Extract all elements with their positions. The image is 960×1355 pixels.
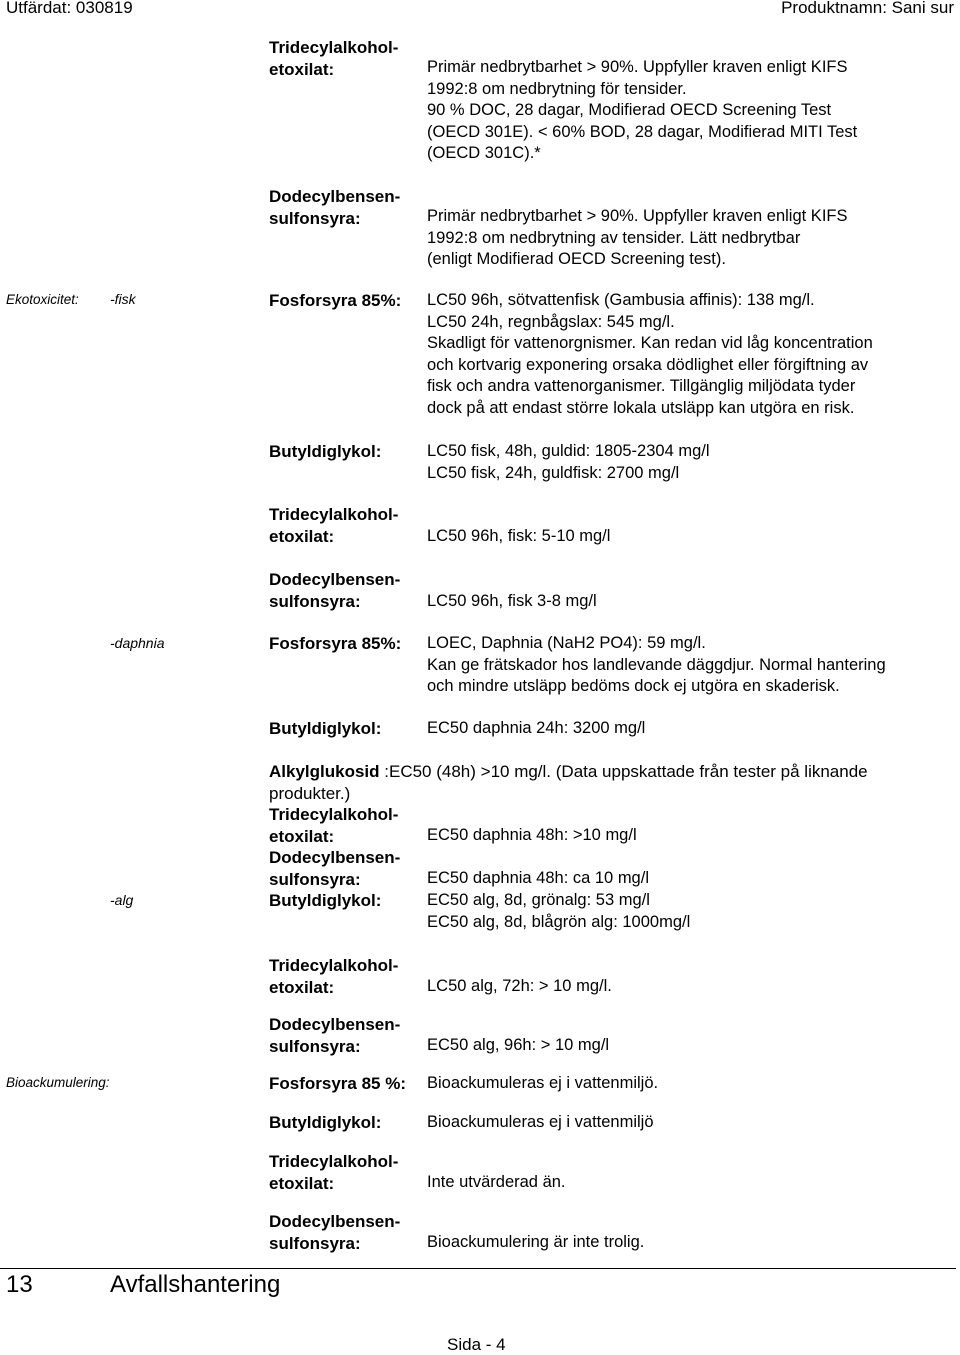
- substance-label: Butyldiglykol:: [269, 891, 382, 910]
- substance-label: Dodecylbensen- sulfonsyra:: [269, 570, 401, 611]
- page-number: Sida - 4: [447, 1335, 506, 1354]
- product-name: Produktnamn: Sani sur: [781, 0, 954, 17]
- substance-value: EC50 daphnia 48h: ca 10 mg/l: [427, 869, 649, 887]
- substance-value: LC50 alg, 72h: > 10 mg/l.: [427, 977, 612, 995]
- substance-label: Butyldiglykol:: [269, 442, 382, 461]
- substance-label: Dodecylbensen- sulfonsyra:: [269, 187, 401, 228]
- substance-value: EC50 alg, 96h: > 10 mg/l: [427, 1036, 610, 1054]
- substance-value: Primär nedbrytbarhet > 90%. Uppfyller kraven enligt KIFS 1992:8 om nedbrytning för tensider. 90 % DOC, 28 dagar, Modifierad OECD Screening Test (OECD 301E). < 60% BOD, 28 dagar, Modifierad MITI Test (OECD 301C).*: [427, 58, 858, 162]
- issued-date: Utfärdat: 030819: [6, 0, 133, 17]
- substance-label: Fosforsyra 85%:: [269, 291, 402, 310]
- substance-value: LC50 96h, sötvattenfisk (Gambusia affinis): 138 mg/l. LC50 24h, regnbågslax: 545 mg/l. Skadligt för vattenorgnismer. Kan redan vid låg koncentration och kortvarig exponering orsaka dödlighet eller förgiftning av fisk och andra vattenorganismer. Tillgänglig miljödata tyder dock på att endast större lokala utsläpp kan utgöra en risk.: [427, 291, 873, 417]
- substance-label: Tridecylalkohol- etoxilat:: [269, 1152, 399, 1193]
- substance-value: LOEC, Daphnia (NaH2 PO4): 59 mg/l. Kan ge frätskador hos landlevande däggdjur. Normal hantering och mindre utsläpp bedöms dock ej utgöra en skaderisk.: [427, 634, 886, 695]
- substance-value: Primär nedbrytbarhet > 90%. Uppfyller kraven enligt KIFS 1992:8 om nedbrytning av tensider. Lätt nedbrytbar (enligt Modifierad OECD Screening test).: [427, 207, 848, 268]
- category-ekotoxicitet: Ekotoxicitet:: [6, 292, 79, 307]
- substance-value: Inte utvärderad än.: [427, 1173, 566, 1191]
- substance-value: EC50 daphnia 24h: 3200 mg/l: [427, 719, 646, 737]
- subcategory-alg: -alg: [110, 892, 134, 908]
- substance-label: Tridecylalkohol- etoxilat:: [269, 38, 399, 79]
- substance-label: Tridecylalkohol- etoxilat:: [269, 805, 399, 846]
- subcategory-daphnia: -daphnia: [110, 635, 165, 651]
- substance-label: Fosforsyra 85%:: [269, 634, 402, 653]
- section-title: Avfallshantering: [110, 1271, 281, 1298]
- section-divider: [0, 1268, 956, 1269]
- substance-value: Bioackumuleras ej i vattenmiljö.: [427, 1074, 659, 1092]
- subcategory-fisk: -fisk: [110, 291, 136, 307]
- substance-value: LC50 fisk, 48h, guldid: 1805-2304 mg/l LC50 fisk, 24h, guldfisk: 2700 mg/l: [427, 442, 710, 482]
- substance-note: Alkylglukosid :EC50 (48h) >10 mg/l. (Data uppskattade från tester på liknande produkter.): [269, 762, 868, 803]
- category-bioackumulering: Bioackumulering:: [6, 1075, 110, 1090]
- substance-label: Tridecylalkohol- etoxilat:: [269, 956, 399, 997]
- substance-label: Tridecylalkohol- etoxilat:: [269, 505, 399, 546]
- substance-label: Dodecylbensen- sulfonsyra:: [269, 1015, 401, 1056]
- section-number: 13: [6, 1271, 33, 1298]
- substance-value: LC50 96h, fisk: 5-10 mg/l: [427, 527, 611, 545]
- substance-value: Bioackumulering är inte trolig.: [427, 1233, 645, 1251]
- substance-value: EC50 alg, 8d, grönalg: 53 mg/l EC50 alg, 8d, blågrön alg: 1000mg/l: [427, 891, 691, 931]
- substance-label: Dodecylbensen- sulfonsyra:: [269, 848, 401, 889]
- substance-label: Fosforsyra 85 %:: [269, 1074, 406, 1093]
- substance-label: Dodecylbensen- sulfonsyra:: [269, 1212, 401, 1253]
- substance-value: EC50 daphnia 48h: >10 mg/l: [427, 826, 637, 844]
- substance-value: LC50 96h, fisk 3-8 mg/l: [427, 592, 597, 610]
- substance-label: Butyldiglykol:: [269, 719, 382, 738]
- substance-value: Bioackumuleras ej i vattenmiljö: [427, 1113, 654, 1131]
- substance-label: Butyldiglykol:: [269, 1113, 382, 1132]
